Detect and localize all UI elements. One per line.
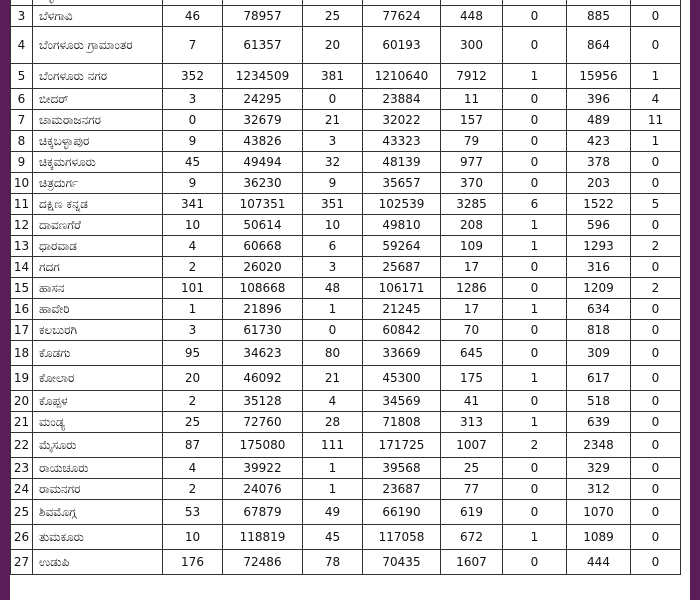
value-cell: 0 xyxy=(631,525,681,550)
value-cell: 41 xyxy=(441,391,503,412)
value-cell: 2 xyxy=(163,257,223,278)
value-cell: 34623 xyxy=(223,341,303,366)
row-number: 6 xyxy=(11,89,33,110)
value-cell: 329 xyxy=(567,458,631,479)
value-cell: 53 xyxy=(163,500,223,525)
value-cell: 43826 xyxy=(223,131,303,152)
value-cell: 0 xyxy=(503,257,567,278)
table-row xyxy=(11,194,681,215)
value-cell: 0 xyxy=(631,6,681,27)
value-cell: 864 xyxy=(567,27,631,64)
value-cell: 0 xyxy=(631,391,681,412)
district-name: ಹಾವೇರಿ xyxy=(33,299,163,320)
value-cell: 312 xyxy=(567,479,631,500)
value-cell: 78957 xyxy=(223,6,303,27)
value-cell: 2 xyxy=(163,479,223,500)
value-cell: 1 xyxy=(503,215,567,236)
value-cell: 352 xyxy=(163,64,223,89)
value-cell: 70 xyxy=(441,320,503,341)
value-cell: 3 xyxy=(163,320,223,341)
value-cell: 0 xyxy=(631,366,681,391)
value-cell: 639 xyxy=(567,412,631,433)
value-cell: 109 xyxy=(441,236,503,257)
value-cell: 1522 xyxy=(567,194,631,215)
row-number: 19 xyxy=(11,366,33,391)
value-cell: 17 xyxy=(441,257,503,278)
district-name: ಚಿಕ್ಕಬಳ್ಳಾಪುರ xyxy=(33,131,163,152)
value-cell: 1 xyxy=(503,299,567,320)
table-row xyxy=(11,525,681,550)
value-cell: 1 xyxy=(303,299,363,320)
value-cell: 0 xyxy=(303,89,363,110)
left-border-bar xyxy=(0,0,10,600)
district-name: ತುಮಕೂರು xyxy=(33,525,163,550)
value-cell: 444 xyxy=(567,550,631,575)
value-cell: 0 xyxy=(503,152,567,173)
value-cell: 118819 xyxy=(223,525,303,550)
value-cell: 21245 xyxy=(363,299,441,320)
row-number: 23 xyxy=(11,458,33,479)
value-cell: 9 xyxy=(163,173,223,194)
value-cell: 0 xyxy=(503,391,567,412)
value-cell: 1286 xyxy=(441,278,503,299)
value-cell: 1 xyxy=(163,299,223,320)
district-name: ದಕ್ಷಿಣ ಕನ್ನಡ xyxy=(33,194,163,215)
value-cell: 634 xyxy=(567,299,631,320)
district-name: ಬೆಂಗಳೂರು ಗ್ರಾಮಾಂತರ xyxy=(33,27,163,64)
value-cell: 316 xyxy=(567,257,631,278)
value-cell: 0 xyxy=(503,173,567,194)
value-cell: 2 xyxy=(163,391,223,412)
value-cell: 818 xyxy=(567,320,631,341)
value-cell: 77624 xyxy=(363,6,441,27)
value-cell: 4 xyxy=(163,458,223,479)
value-cell: 50614 xyxy=(223,215,303,236)
value-cell: 617 xyxy=(567,366,631,391)
table-row xyxy=(11,320,681,341)
value-cell: 378 xyxy=(567,152,631,173)
value-cell: 32679 xyxy=(223,110,303,131)
district-name: ಶಿವಮೊಗ್ಗ xyxy=(33,500,163,525)
district-name: ದಾವಣಗೆರೆ xyxy=(33,215,163,236)
value-cell: 7912 xyxy=(441,64,503,89)
value-cell: 0 xyxy=(503,550,567,575)
value-cell: 45300 xyxy=(363,366,441,391)
table-row xyxy=(11,341,681,366)
value-cell: 1070 xyxy=(567,500,631,525)
table-row xyxy=(11,412,681,433)
value-cell: 87 xyxy=(163,433,223,458)
table-row xyxy=(11,366,681,391)
value-cell: 0 xyxy=(631,257,681,278)
value-cell: 49494 xyxy=(223,152,303,173)
value-cell: 20 xyxy=(163,366,223,391)
row-number: 9 xyxy=(11,152,33,173)
row-number: 10 xyxy=(11,173,33,194)
value-cell: 45 xyxy=(163,152,223,173)
value-cell: 21 xyxy=(303,110,363,131)
value-cell: 72760 xyxy=(223,412,303,433)
value-cell: 4 xyxy=(303,391,363,412)
value-cell: 1234509 xyxy=(223,64,303,89)
value-cell: 0 xyxy=(631,550,681,575)
value-cell: 15956 xyxy=(567,64,631,89)
value-cell: 203 xyxy=(567,173,631,194)
value-cell: 0 xyxy=(303,320,363,341)
value-cell: 0 xyxy=(503,458,567,479)
value-cell: 49 xyxy=(303,500,363,525)
district-name: ಚಿಕ್ಕಮಗಳೂರು xyxy=(33,152,163,173)
table-row xyxy=(11,500,681,525)
row-number: 11 xyxy=(11,194,33,215)
value-cell: 28 xyxy=(303,412,363,433)
table-row xyxy=(11,299,681,320)
value-cell: 17 xyxy=(441,299,503,320)
value-cell: 0 xyxy=(631,500,681,525)
value-cell: 36230 xyxy=(223,173,303,194)
table-row xyxy=(11,131,681,152)
value-cell: 1089 xyxy=(567,525,631,550)
value-cell: 60668 xyxy=(223,236,303,257)
value-cell: 23687 xyxy=(363,479,441,500)
value-cell: 885 xyxy=(567,6,631,27)
value-cell: 0 xyxy=(631,412,681,433)
value-cell: 39922 xyxy=(223,458,303,479)
value-cell: 370 xyxy=(441,173,503,194)
row-number: 8 xyxy=(11,131,33,152)
value-cell: 0 xyxy=(631,27,681,64)
value-cell: 34569 xyxy=(363,391,441,412)
value-cell: 1293 xyxy=(567,236,631,257)
value-cell: 0 xyxy=(631,152,681,173)
district-name: ಹಾಸನ xyxy=(33,278,163,299)
right-border-bar xyxy=(690,0,700,600)
value-cell: 0 xyxy=(503,278,567,299)
value-cell: 171725 xyxy=(363,433,441,458)
value-cell: 0 xyxy=(503,341,567,366)
district-name: ಉಡುಪಿ xyxy=(33,550,163,575)
table-row xyxy=(11,458,681,479)
row-number: 17 xyxy=(11,320,33,341)
value-cell: 77 xyxy=(441,479,503,500)
value-cell: 25 xyxy=(163,412,223,433)
value-cell: 1 xyxy=(503,525,567,550)
value-cell: 24295 xyxy=(223,89,303,110)
value-cell: 341 xyxy=(163,194,223,215)
row-number: 22 xyxy=(11,433,33,458)
value-cell: 80 xyxy=(303,341,363,366)
district-name: ಧಾರವಾಡ xyxy=(33,236,163,257)
value-cell: 396 xyxy=(567,89,631,110)
value-cell: 7 xyxy=(163,27,223,64)
row-number: 5 xyxy=(11,64,33,89)
value-cell: 24076 xyxy=(223,479,303,500)
value-cell: 78 xyxy=(303,550,363,575)
table-row xyxy=(11,27,681,64)
value-cell: 108668 xyxy=(223,278,303,299)
value-cell: 26020 xyxy=(223,257,303,278)
value-cell: 9 xyxy=(163,131,223,152)
value-cell: 2 xyxy=(631,236,681,257)
row-number: 18 xyxy=(11,341,33,366)
value-cell: 0 xyxy=(503,500,567,525)
table-row xyxy=(11,64,681,89)
value-cell: 2348 xyxy=(567,433,631,458)
value-cell: 61730 xyxy=(223,320,303,341)
table-row xyxy=(11,278,681,299)
table-row xyxy=(11,257,681,278)
value-cell: 1 xyxy=(503,64,567,89)
row-number: 26 xyxy=(11,525,33,550)
district-name: ಚಿತ್ರದುರ್ಗ xyxy=(33,173,163,194)
value-cell: 70435 xyxy=(363,550,441,575)
row-number: 4 xyxy=(11,27,33,64)
value-cell: 60193 xyxy=(363,27,441,64)
value-cell: 2 xyxy=(503,433,567,458)
value-cell: 6 xyxy=(503,194,567,215)
table-row xyxy=(11,550,681,575)
value-cell: 208 xyxy=(441,215,503,236)
value-cell: 0 xyxy=(631,458,681,479)
value-cell: 61357 xyxy=(223,27,303,64)
district-name: ರಾಮನಗರ xyxy=(33,479,163,500)
row-number: 21 xyxy=(11,412,33,433)
value-cell: 0 xyxy=(631,433,681,458)
value-cell: 39568 xyxy=(363,458,441,479)
district-name: ಕಲಬುರಗಿ xyxy=(33,320,163,341)
district-name: ಮೈಸೂರು xyxy=(33,433,163,458)
value-cell: 672 xyxy=(441,525,503,550)
value-cell: 60842 xyxy=(363,320,441,341)
value-cell: 111 xyxy=(303,433,363,458)
value-cell: 10 xyxy=(303,215,363,236)
value-cell: 32022 xyxy=(363,110,441,131)
value-cell: 25 xyxy=(303,6,363,27)
value-cell: 0 xyxy=(631,320,681,341)
value-cell: 20 xyxy=(303,27,363,64)
row-number: 24 xyxy=(11,479,33,500)
value-cell: 3 xyxy=(163,89,223,110)
value-cell: 423 xyxy=(567,131,631,152)
value-cell: 67879 xyxy=(223,500,303,525)
value-cell: 2 xyxy=(631,278,681,299)
value-cell: 0 xyxy=(503,89,567,110)
district-name: ಬೀದರ್ xyxy=(33,89,163,110)
table-row xyxy=(11,89,681,110)
row-number: 25 xyxy=(11,500,33,525)
table-body xyxy=(11,0,681,575)
value-cell: 10 xyxy=(163,525,223,550)
value-cell: 977 xyxy=(441,152,503,173)
value-cell: 489 xyxy=(567,110,631,131)
value-cell: 79 xyxy=(441,131,503,152)
value-cell: 351 xyxy=(303,194,363,215)
value-cell: 48139 xyxy=(363,152,441,173)
row-number: 7 xyxy=(11,110,33,131)
value-cell: 107351 xyxy=(223,194,303,215)
value-cell: 309 xyxy=(567,341,631,366)
value-cell: 101 xyxy=(163,278,223,299)
value-cell: 0 xyxy=(503,6,567,27)
value-cell: 1 xyxy=(503,366,567,391)
value-cell: 48 xyxy=(303,278,363,299)
value-cell: 35657 xyxy=(363,173,441,194)
value-cell: 0 xyxy=(631,299,681,320)
table-row xyxy=(11,391,681,412)
value-cell: 66190 xyxy=(363,500,441,525)
value-cell: 175080 xyxy=(223,433,303,458)
value-cell: 33669 xyxy=(363,341,441,366)
value-cell: 1 xyxy=(303,458,363,479)
value-cell: 0 xyxy=(163,110,223,131)
value-cell: 0 xyxy=(631,215,681,236)
value-cell: 32 xyxy=(303,152,363,173)
value-cell: 1210640 xyxy=(363,64,441,89)
value-cell: 35128 xyxy=(223,391,303,412)
value-cell: 46092 xyxy=(223,366,303,391)
district-name: ಕೊಪ್ಪಳ xyxy=(33,391,163,412)
value-cell: 1 xyxy=(631,64,681,89)
value-cell: 1 xyxy=(303,479,363,500)
value-cell: 645 xyxy=(441,341,503,366)
value-cell: 4 xyxy=(631,89,681,110)
value-cell: 1209 xyxy=(567,278,631,299)
district-name: ಚಾಮರಾಜನಗರ xyxy=(33,110,163,131)
value-cell: 21 xyxy=(303,366,363,391)
value-cell: 300 xyxy=(441,27,503,64)
value-cell: 5 xyxy=(631,194,681,215)
value-cell: 1607 xyxy=(441,550,503,575)
value-cell: 157 xyxy=(441,110,503,131)
value-cell: 596 xyxy=(567,215,631,236)
value-cell: 619 xyxy=(441,500,503,525)
value-cell: 9 xyxy=(303,173,363,194)
district-name: ರಾಯಚೂರು xyxy=(33,458,163,479)
value-cell: 518 xyxy=(567,391,631,412)
value-cell: 25 xyxy=(441,458,503,479)
district-name: ಬೆಳಗಾವಿ xyxy=(33,6,163,27)
value-cell: 117058 xyxy=(363,525,441,550)
table-row xyxy=(11,110,681,131)
value-cell: 3 xyxy=(303,257,363,278)
row-number: 27 xyxy=(11,550,33,575)
row-number: 20 xyxy=(11,391,33,412)
value-cell: 4 xyxy=(163,236,223,257)
district-name: ಗದಗ xyxy=(33,257,163,278)
value-cell: 49810 xyxy=(363,215,441,236)
table-row xyxy=(11,215,681,236)
value-cell: 72486 xyxy=(223,550,303,575)
value-cell: 106171 xyxy=(363,278,441,299)
value-cell: 43323 xyxy=(363,131,441,152)
row-number: 14 xyxy=(11,257,33,278)
district-name: ಮಂಡ್ಯ xyxy=(33,412,163,433)
value-cell: 95 xyxy=(163,341,223,366)
value-cell: 11 xyxy=(631,110,681,131)
value-cell: 0 xyxy=(503,131,567,152)
table-row xyxy=(11,479,681,500)
value-cell: 59264 xyxy=(363,236,441,257)
value-cell: 1 xyxy=(503,236,567,257)
row-number: 13 xyxy=(11,236,33,257)
district-name: ಬೆಂಗಳೂರು ನಗರ xyxy=(33,64,163,89)
table-row xyxy=(11,6,681,27)
value-cell: 45 xyxy=(303,525,363,550)
value-cell: 0 xyxy=(503,320,567,341)
value-cell: 11 xyxy=(441,89,503,110)
value-cell: 0 xyxy=(503,110,567,131)
table-row xyxy=(11,236,681,257)
value-cell: 0 xyxy=(631,173,681,194)
value-cell: 10 xyxy=(163,215,223,236)
value-cell: 23884 xyxy=(363,89,441,110)
table-row xyxy=(11,433,681,458)
value-cell: 313 xyxy=(441,412,503,433)
value-cell: 448 xyxy=(441,6,503,27)
value-cell: 0 xyxy=(631,341,681,366)
value-cell: 1 xyxy=(503,412,567,433)
value-cell: 175 xyxy=(441,366,503,391)
district-name: ಕೋಲಾರ xyxy=(33,366,163,391)
value-cell: 21896 xyxy=(223,299,303,320)
value-cell: 3 xyxy=(303,131,363,152)
value-cell: 25687 xyxy=(363,257,441,278)
value-cell: 3285 xyxy=(441,194,503,215)
document-sheet xyxy=(10,0,690,600)
value-cell: 6 xyxy=(303,236,363,257)
value-cell: 176 xyxy=(163,550,223,575)
value-cell: 381 xyxy=(303,64,363,89)
value-cell: 0 xyxy=(631,479,681,500)
row-number: 16 xyxy=(11,299,33,320)
value-cell: 0 xyxy=(503,479,567,500)
value-cell: 102539 xyxy=(363,194,441,215)
row-number: 3 xyxy=(11,6,33,27)
value-cell: 1 xyxy=(631,131,681,152)
district-data-table xyxy=(10,0,681,575)
value-cell: 1007 xyxy=(441,433,503,458)
district-name: ಕೊಡಗು xyxy=(33,341,163,366)
value-cell: 46 xyxy=(163,6,223,27)
row-number: 12 xyxy=(11,215,33,236)
value-cell: 0 xyxy=(503,27,567,64)
table-row xyxy=(11,173,681,194)
row-number: 15 xyxy=(11,278,33,299)
value-cell: 71808 xyxy=(363,412,441,433)
table-row xyxy=(11,152,681,173)
